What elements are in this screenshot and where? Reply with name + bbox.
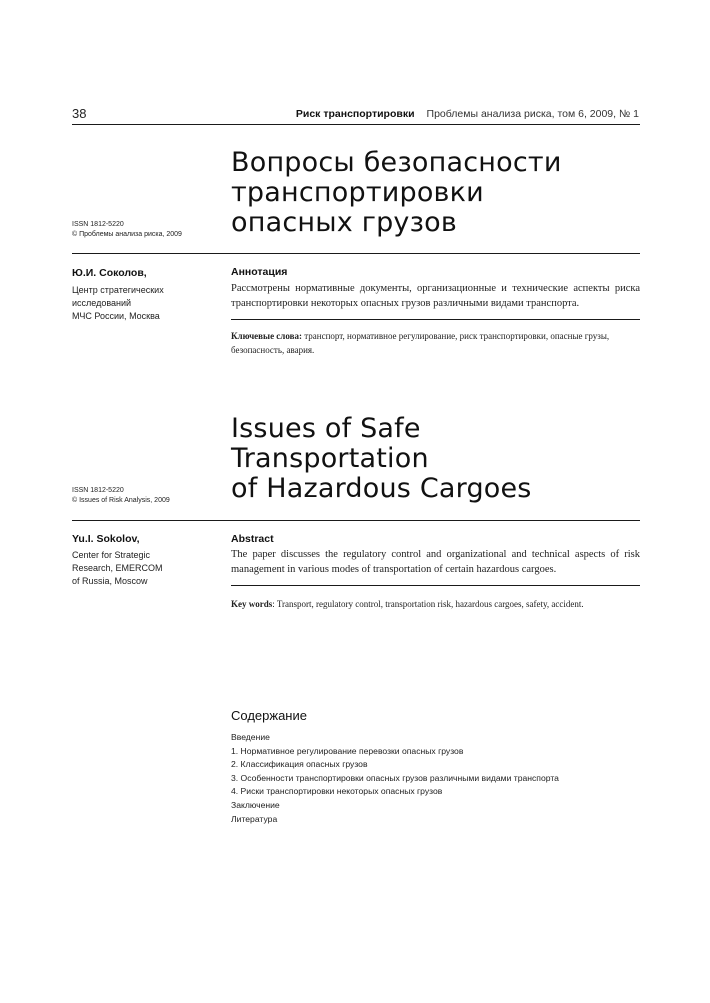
keywords-label-en: Key words <box>231 599 273 609</box>
contents-list <box>231 731 559 826</box>
affiliation-en-line-1: Center for Strategic <box>72 550 151 560</box>
running-header-section: Риск транспортировки <box>295 108 415 120</box>
abstract-heading-ru: Аннотация <box>231 266 288 278</box>
abstract-text-en: The paper discusses the regulatory control and organizational and technical aspects of risk management in various modes of transportation of certain hazardous cargoes. <box>231 549 640 575</box>
title-ru-line-3: опасных грузов <box>231 207 457 238</box>
contents-item: 4. Риски транспортировки некоторых опасных грузов <box>231 786 443 797</box>
article-title-ru <box>231 148 562 238</box>
contents-heading: Содержание <box>231 708 307 723</box>
running-header-journal: Проблемы анализа риска, том 6, 2009, № 1 <box>426 108 639 120</box>
issn-en: ISSN 1812-5220 <box>72 487 124 494</box>
title-en-line-1: Issues of Safe <box>231 413 421 444</box>
page-number: 38 <box>72 106 87 121</box>
running-header <box>296 108 639 120</box>
divider-ru-abstract <box>231 319 640 320</box>
affiliation-ru-line-1: Центр стратегических <box>72 285 164 295</box>
contents-item: Введение <box>231 732 270 742</box>
affiliation-en-line-2: Research, EMERCOM <box>72 563 163 573</box>
affiliation-ru-line-2: исследований <box>72 298 132 308</box>
issn-ru: ISSN 1812-5220 <box>72 221 124 228</box>
divider-ru-title <box>72 253 640 254</box>
abstract-text-ru: Рассмотрены нормативные документы, организационные и технические аспекты риска транспортировки некоторых опасных грузов различными видами транспорта. <box>231 283 640 309</box>
affiliation-ru <box>72 284 164 323</box>
keywords-ru <box>231 329 640 357</box>
author-ru: Ю.И. Соколов, <box>72 267 147 279</box>
keywords-text-ru: транспорт, нормативное регулирование, риск транспортировки, опасные грузы, безопасность, авария. <box>231 331 610 355</box>
contents-item: 2. Классификация опасных грузов <box>231 759 368 770</box>
keywords-text-en: : Transport, regulatory control, transportation risk, hazardous cargoes, safety, accident. <box>272 599 584 609</box>
keywords-en <box>231 597 640 611</box>
affiliation-ru-line-3: МЧС России, Москва <box>72 311 160 321</box>
contents-item: Литература <box>231 813 278 824</box>
abstract-heading-en: Abstract <box>231 533 274 545</box>
title-en-line-3: of Hazardous Cargoes <box>231 473 532 504</box>
affiliation-en <box>72 549 163 588</box>
contents-item: Заключение <box>231 799 280 810</box>
title-en-line-2: Transportation <box>231 443 429 474</box>
title-ru-line-2: транспортировки <box>231 177 484 208</box>
article-title-en <box>231 414 532 504</box>
divider-en-title <box>72 520 640 521</box>
title-ru-line-1: Вопросы безопасности <box>231 147 562 178</box>
divider-en-abstract <box>231 585 640 586</box>
copyright-ru: © Проблемы анализа риска, 2009 <box>72 231 182 238</box>
contents-item: 3. Особенности транспортировки опасных грузов различными видами транспорта <box>231 772 559 783</box>
affiliation-en-line-3: of Russia, Moscow <box>72 576 148 586</box>
header-rule <box>72 124 640 125</box>
contents-item: 1. Нормативное регулирование перевозки опасных грузов <box>231 745 464 756</box>
author-en: Yu.I. Sokolov, <box>72 533 140 545</box>
keywords-label-ru: Ключевые слова: <box>231 331 302 341</box>
copyright-en: © Issues of Risk Analysis, 2009 <box>72 497 170 504</box>
